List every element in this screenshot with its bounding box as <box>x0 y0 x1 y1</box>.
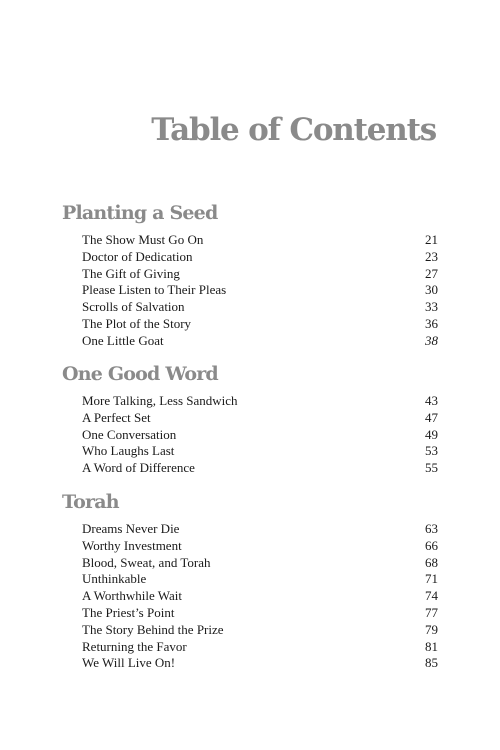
entry-title: One Little Goat <box>82 332 164 348</box>
entry-title: The Gift of Giving <box>82 265 180 281</box>
entry-page-number: 27 <box>425 265 438 281</box>
entry-page-number: 38 <box>425 332 438 348</box>
entry-page-number: 49 <box>425 426 438 442</box>
entry-title: One Conversation <box>82 426 177 442</box>
entry-title: Blood, Sweat, and Torah <box>82 554 211 570</box>
toc-entry[interactable] <box>82 655 438 672</box>
entry-page-number: 36 <box>425 315 438 331</box>
entry-title: A Word of Difference <box>82 460 195 476</box>
toc-entry[interactable] <box>82 393 438 410</box>
entry-page-number: 55 <box>425 460 438 476</box>
entry-page-number: 53 <box>425 443 438 459</box>
entry-title: More Talking, Less Sandwich <box>82 393 238 408</box>
entry-page-number: 63 <box>425 521 438 536</box>
toc-entry[interactable] <box>82 460 438 477</box>
section-heading: One Good Word <box>62 363 218 385</box>
toc-entry[interactable] <box>82 333 438 350</box>
entry-title: A Perfect Set <box>82 409 151 425</box>
toc-entry[interactable] <box>82 538 438 555</box>
entry-page-number: 47 <box>425 409 438 425</box>
toc-entry[interactable] <box>82 232 438 249</box>
entry-title: Worthy Investment <box>82 537 182 553</box>
entry-page-number: 79 <box>425 621 438 637</box>
entry-page-number: 68 <box>425 554 438 570</box>
toc-entry[interactable] <box>82 588 438 605</box>
entry-page-number: 43 <box>425 393 438 408</box>
entry-page-number: 74 <box>425 588 438 604</box>
entry-page-number: 30 <box>425 282 438 298</box>
entry-title: Dreams Never Die <box>82 521 180 536</box>
toc-section-torah <box>62 491 438 672</box>
toc-section-one-good-word <box>62 363 438 477</box>
entry-list <box>62 232 438 350</box>
entry-page-number: 71 <box>425 571 438 587</box>
toc-entry[interactable] <box>82 266 438 283</box>
entry-page-number: 85 <box>425 655 438 671</box>
toc-entry[interactable] <box>82 555 438 572</box>
entry-title: Who Laughs Last <box>82 443 175 459</box>
entry-list <box>62 393 438 477</box>
entry-title: We Will Live On! <box>82 655 176 671</box>
toc-entry[interactable] <box>82 249 438 266</box>
entry-title: Doctor of Dedication <box>82 248 193 264</box>
entry-page-number: 21 <box>425 232 438 247</box>
toc-entry[interactable] <box>82 410 438 427</box>
entry-title: A Worthwhile Wait <box>82 588 182 604</box>
entry-title: Unthinkable <box>82 571 147 587</box>
toc-section-planting-a-seed <box>62 202 438 350</box>
toc-entry[interactable] <box>82 427 438 444</box>
entry-page-number: 33 <box>425 299 438 315</box>
toc-entry[interactable] <box>82 571 438 588</box>
toc-entry[interactable] <box>82 282 438 299</box>
section-heading: Planting a Seed <box>62 202 218 224</box>
entry-page-number: 81 <box>425 638 438 654</box>
toc-entry[interactable] <box>82 521 438 538</box>
entry-title: Scrolls of Salvation <box>82 299 185 315</box>
entry-title: The Priest’s Point <box>82 604 175 620</box>
entry-title: The Plot of the Story <box>82 315 192 331</box>
toc-entry[interactable] <box>82 605 438 622</box>
entry-page-number: 77 <box>425 604 438 620</box>
entry-page-number: 66 <box>425 537 438 553</box>
toc-entry[interactable] <box>82 316 438 333</box>
toc-entry[interactable] <box>82 299 438 316</box>
entry-page-number: 23 <box>425 248 438 264</box>
toc-entry[interactable] <box>82 622 438 639</box>
entry-title: The Show Must Go On <box>82 232 204 247</box>
toc-entry[interactable] <box>82 443 438 460</box>
section-heading: Torah <box>62 491 119 513</box>
toc-entry[interactable] <box>82 639 438 656</box>
entry-title: Please Listen to Their Pleas <box>82 282 227 298</box>
page-title: Table of Contents <box>151 112 436 148</box>
entry-title: Returning the Favor <box>82 638 187 654</box>
entry-list <box>62 521 438 672</box>
entry-title: The Story Behind the Prize <box>82 621 224 637</box>
